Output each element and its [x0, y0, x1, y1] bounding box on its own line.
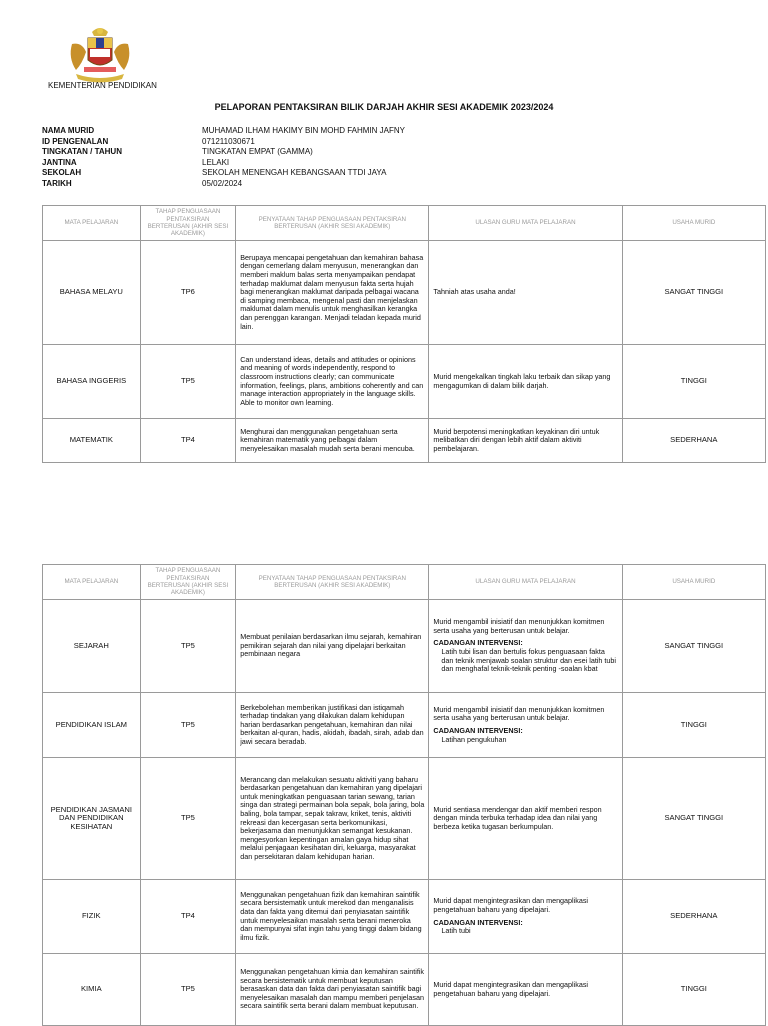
coat-of-arms-logo: [62, 24, 138, 84]
statement-cell: Berkebolehan memberikan justifikasi dan istiqamah terhadap tindakan yang dilakukan dalam kehidupan harian berdasarkan pengetahuan, kemahiran dan nilai berkaitan al-quran, hadis, akidah, ibadah, sirah, adab dan jawi secara beradab.: [236, 693, 429, 758]
statement-cell: Membuat penilaian berdasarkan ilmu sejarah, kemahiran pemikiran sejarah dan nilai yang dipelajari berkaitan pembinaan negara: [236, 600, 429, 693]
info-label: JANTINA: [42, 157, 77, 167]
comment-text: Murid berpotensi meningkatkan keyakinan diri untuk melibatkan diri dengan lebih aktif dalam aktiviti pembelajaran.: [433, 426, 600, 453]
statement-cell: Menghurai dan menggunakan pengetahuan serta kemahiran matematik yang pelbagai dalam menyelesaikan masalah mudah serta berani mencuba.: [236, 419, 429, 463]
level-cell: TP5: [140, 693, 236, 758]
comment-text: Murid mengekalkan tingkah laku terbaik dan sikap yang mengagumkan di dalam bilik darjah.: [433, 371, 611, 390]
comment-cell: [429, 241, 622, 345]
info-row: [42, 137, 405, 148]
statement-cell: Can understand ideas, details and attitudes or opinions and meaning of words independently, respond to classroom instructions clearly; can communicate information, feelings, plans, ambitions coherently and can manage interaction appropriately in the language skills. Able to monitor own learning.: [236, 345, 429, 419]
info-value: SEKOLAH MENENGAH KEBANGSAAN TTDI JAYA: [202, 168, 387, 177]
col-header-subject: MATA PELAJARAN: [43, 565, 141, 600]
level-cell: TP5: [140, 954, 236, 1026]
intervention-text: Latihan pengukuhan: [441, 734, 507, 744]
intervention-label: CADANGAN INTERVENSI:: [433, 726, 523, 735]
subject-cell: PENDIDIKAN ISLAM: [43, 693, 141, 758]
intervention-label: CADANGAN INTERVENSI:: [433, 638, 523, 648]
comment-text: Murid mengambil inisiatif dan menunjukkan komitmen serta usaha yang berterusan untuk belajar.: [433, 617, 605, 635]
col-header-effort: USAHA MURID: [622, 565, 765, 600]
comment-cell: [429, 600, 622, 693]
info-value: 071211030671: [202, 136, 255, 146]
comment-cell: [429, 693, 622, 758]
comment-text: Tahniah atas usaha anda!: [433, 287, 516, 297]
intervention-text: Latih tubi: [441, 926, 471, 936]
subject-cell: FIZIK: [43, 880, 141, 954]
comment-cell: [429, 880, 622, 954]
subject-cell: BAHASA MELAYU: [43, 241, 141, 345]
effort-cell: SANGAT TINGGI: [622, 758, 765, 880]
ministry-label: KEMENTERIAN PENDIDIKAN: [48, 81, 157, 90]
level-cell: TP5: [140, 345, 236, 419]
comment-cell: [429, 419, 622, 463]
subject-cell: PENDIDIKAN JASMANI DAN PENDIDIKAN KESIHATAN: [43, 758, 141, 880]
effort-cell: SEDERHANA: [622, 419, 765, 463]
info-row: [42, 168, 405, 179]
comment-cell: [429, 758, 622, 880]
col-header-comment: ULASAN GURU MATA PELAJARAN: [429, 206, 622, 241]
effort-cell: TINGGI: [622, 345, 765, 419]
intervention-text: Latih tubi lisan dan bertulis fokus penguasaan fakta dan teknik menjawab soalan struktur dan esei latih tubi dan menghafal teknik-teknik penting -soalan kbat: [441, 647, 617, 674]
col-header-subject: MATA PELAJARAN: [43, 206, 141, 241]
effort-cell: TINGGI: [622, 693, 765, 758]
col-header-level: TAHAP PENGUASAAN PENTAKSIRAN BERTERUSAN (AKHIR SESI AKADEMIK): [140, 206, 236, 241]
col-header-effort: USAHA MURID: [622, 206, 765, 241]
info-row: [42, 126, 405, 137]
comment-cell: [429, 954, 622, 1026]
subject-cell: KIMIA: [43, 954, 141, 1026]
info-row: [42, 158, 405, 169]
info-label: SEKOLAH: [42, 168, 82, 177]
table-header-row: [43, 565, 766, 600]
level-cell: TP4: [140, 419, 236, 463]
info-label: ID PENGENALAN: [42, 136, 109, 146]
info-value: LELAKI: [202, 157, 230, 167]
table-row: [43, 693, 766, 758]
table-header-row: [43, 206, 766, 241]
col-header-statement: PENYATAAN TAHAP PENGUASAAN PENTAKSIRAN BERTERUSAN (AKHIR SESI AKADEMIK): [236, 206, 429, 241]
info-row: [42, 147, 405, 158]
info-value: 05/02/2024: [202, 178, 243, 188]
statement-cell: Merancang dan melakukan sesuatu aktiviti yang baharu berdasarkan pengetahuan dan kemahiran yang dipelajari untuk meningkatkan penguasaan tarian sewang, tarian singa dan strategi permainan bola sepak, bola jaring, bola baling, bola tampar, sepak takraw, kriket, tenis, aktiviti rekreasi dan kecergasan serta berkomunikasi, bekerjasama dan menunjukkan semangat kesukanan. mengesyorkan kepentingan amalan gaya hidup sihat melalui penjagaan kesihatan diri, keluarga, masyarakat dan persekitaran dalam kehidupan harian.: [236, 758, 429, 880]
table-row: [43, 419, 766, 463]
table-row: [43, 758, 766, 880]
level-cell: TP5: [140, 600, 236, 693]
col-header-statement: PENYATAAN TAHAP PENGUASAAN PENTAKSIRAN BERTERUSAN (AKHIR SESI AKADEMIK): [236, 565, 429, 600]
report-title: PELAPORAN PENTAKSIRAN BILIK DARJAH AKHIR SESI AKADEMIK 2023/2024: [214, 102, 554, 112]
info-label: TARIKH: [42, 178, 72, 188]
level-cell: TP6: [140, 241, 236, 345]
assessment-table-2: [42, 564, 766, 1026]
statement-cell: Menggunakan pengetahuan fizik dan kemahiran saintifik secara bersistematik untuk merekod dan menganalisis data dan fakta yang ditemui dari penyiasatan saintifik untuk menyelesaikan masalah serta berani meneroka dan mempunyai sifat ingin tahu yang tinggi dalam bidang ilmu fizik.: [236, 880, 429, 954]
effort-cell: SANGAT TINGGI: [622, 600, 765, 693]
statement-cell: Menggunakan pengetahuan kimia dan kemahiran saintifik secara bersistematik untuk membuat keputusan berasaskan data dan fakta dari penyiasatan saintifik bagi menyelesaikan masalah dan mampu memberi penjelasan secara saintifik serta berani dalam membuat keputusan.: [236, 954, 429, 1026]
info-row: [42, 179, 405, 190]
student-info: [42, 126, 405, 189]
col-header-level: TAHAP PENGUASAAN PENTAKSIRAN BERTERUSAN (AKHIR SESI AKADEMIK): [140, 565, 236, 600]
level-cell: TP5: [140, 758, 236, 880]
intervention-label: CADANGAN INTERVENSI:: [433, 917, 523, 927]
assessment-table-1: [42, 205, 766, 463]
comment-text: Murid mengambil inisiatif dan menunjukkan komitmen serta usaha yang berterusan untuk belajar.: [433, 704, 605, 723]
table-row: [43, 880, 766, 954]
table-row: [43, 600, 766, 693]
col-header-comment: ULASAN GURU MATA PELAJARAN: [429, 565, 622, 600]
table-row: [43, 241, 766, 345]
info-label: TINGKATAN / TAHUN: [42, 147, 122, 156]
level-cell: TP4: [140, 880, 236, 954]
effort-cell: SANGAT TINGGI: [622, 241, 765, 345]
effort-cell: SEDERHANA: [622, 880, 765, 954]
table-row: [43, 345, 766, 419]
comment-text: Murid dapat mengintegrasikan dan mengaplikasi pengetahuan baharu yang dipelajari.: [433, 896, 589, 914]
subject-cell: SEJARAH: [43, 600, 141, 693]
subject-cell: MATEMATIK: [43, 419, 141, 463]
table-row: [43, 954, 766, 1026]
info-value: TINGKATAN EMPAT (GAMMA): [202, 147, 313, 156]
effort-cell: TINGGI: [622, 954, 765, 1026]
info-value: MUHAMAD ILHAM HAKIMY BIN MOHD FAHMIN JAFNY: [202, 126, 405, 135]
info-label: NAMA MURID: [42, 126, 95, 135]
subject-cell: BAHASA INGGERIS: [43, 345, 141, 419]
comment-text: Murid sentiasa mendengar dan aktif memberi respon dengan minda terbuka terhadap idea dan nilai yang berbeza ketika tugasan berkumpulan.: [433, 804, 602, 831]
comment-text: Murid dapat mengintegrasikan dan mengaplikasi pengetahuan baharu yang dipelajari.: [433, 979, 589, 998]
comment-cell: [429, 345, 622, 419]
statement-cell: Berupaya mencapai pengetahuan dan kemahiran bahasa dengan cemerlang dalam menyusun, menerangkan dan memberi maklum balas serta menyampaikan pendapat terhadap maklumat dalam menyusun fakta serta hujah bagi menerangkan maklumat daripada pelbagai wacana di samping membaca, mengenal pasti dan menjelaskan maklumat dalam menulis untuk menghasilkan kerangka dan perenggan karangan. Menjadi teladan kepada murid lain.: [236, 241, 429, 345]
